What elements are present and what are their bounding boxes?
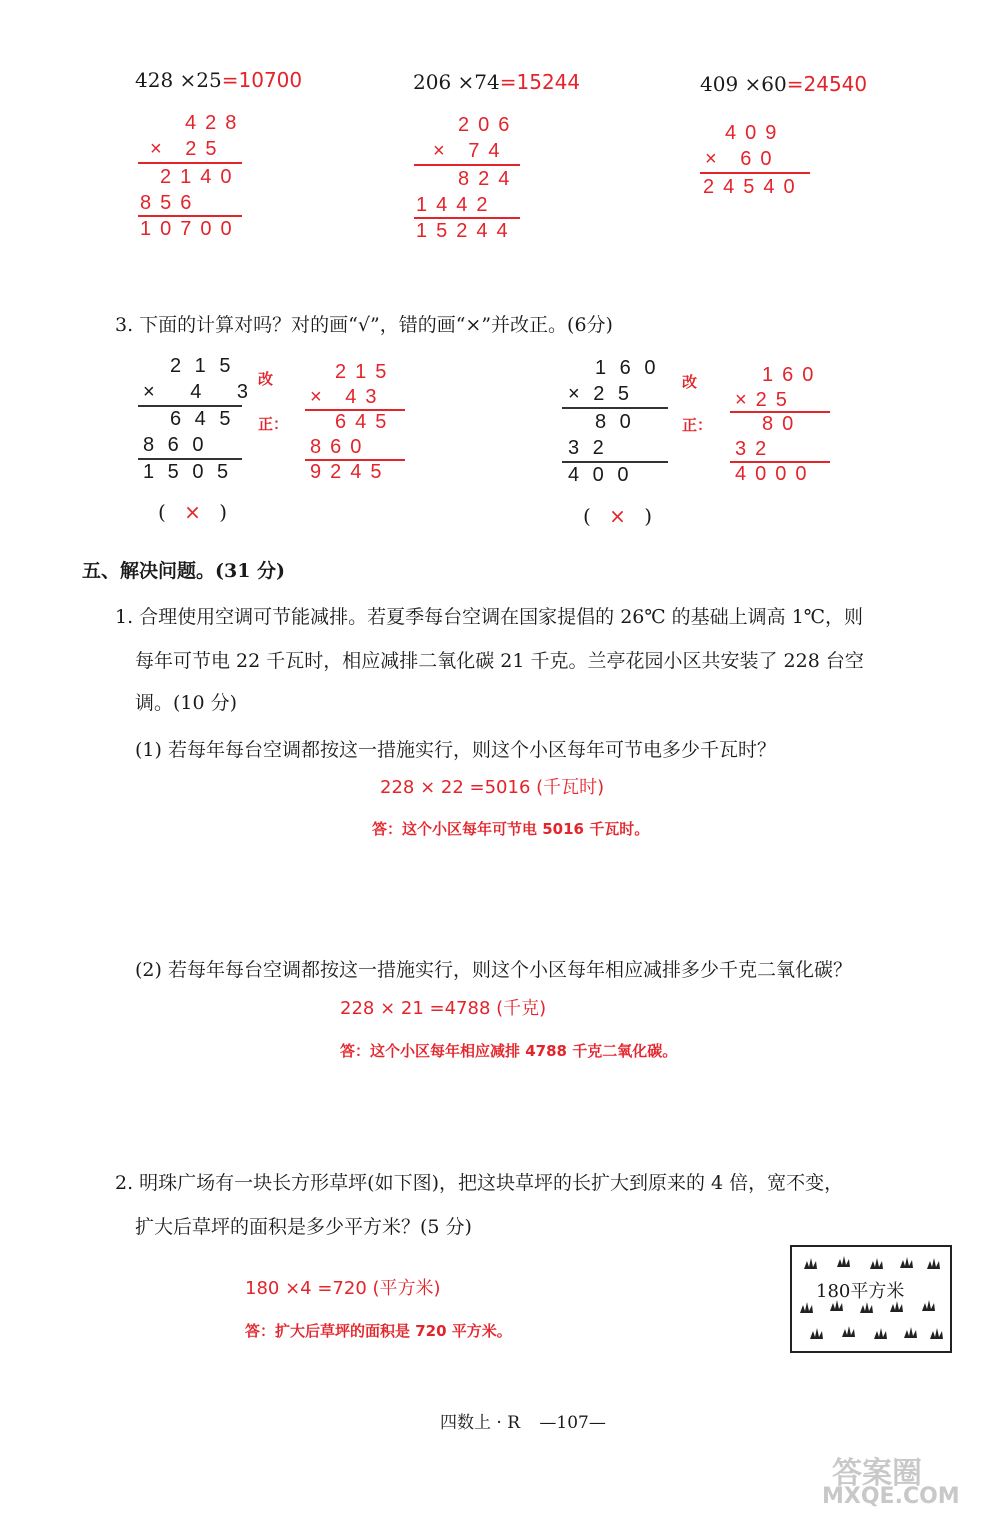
q3-right-judgement: ( × ) bbox=[583, 504, 653, 528]
problem1-sub1-question: (1) 若每年每台空调都按这一措施实行，则这个小区每年可节电多少千瓦时？ bbox=[135, 739, 776, 761]
q3-right-fix-row3: 80 bbox=[762, 413, 803, 435]
problem1-sub1-answer: 答：这个小区每年可节电 5016 千瓦时。 bbox=[372, 820, 650, 838]
calc3-multiplier: × 60 bbox=[705, 148, 781, 170]
q3-right-correction-label-1: 改 bbox=[682, 373, 698, 391]
q3-left-row2: × 4 3 bbox=[143, 381, 253, 403]
q3-right-row5: 4 0 0 bbox=[568, 464, 633, 486]
q3-left-fix-row3: 645 bbox=[335, 411, 396, 433]
calc1-partial2: 856 bbox=[140, 192, 201, 214]
watermark-url: MXQE.COM bbox=[822, 1484, 960, 1509]
q3-left-correction-label-2: 正： bbox=[258, 415, 289, 433]
lawn-area-label: 180平方米 bbox=[816, 1281, 905, 1302]
q3-left-fix-row5: 9245 bbox=[310, 461, 391, 483]
problem1-sub2-question: (2) 若每年每台空调都按这一措施实行，则这个小区每年相应减排多少千克二氧化碳？ bbox=[135, 959, 852, 981]
calc1-product: 10700 bbox=[140, 218, 241, 240]
q3-left-row4: 8 6 0 bbox=[143, 434, 208, 456]
problem1-line2: 每年可节电 22 千瓦时，相应减排二氧化碳 21 千克。兰亭花园小区共安装了 228 台空 bbox=[135, 650, 864, 672]
problem2-line2: 扩大后草坪的面积是多少平方米？(5 分) bbox=[135, 1216, 472, 1238]
calc1-expression: 428 ×25=10700 bbox=[135, 68, 303, 92]
calc1-multiplicand: 428 bbox=[185, 112, 246, 134]
q3-left-fix-row2: × 43 bbox=[310, 386, 386, 408]
calc2-multiplicand: 206 bbox=[458, 114, 519, 136]
calc2-expression: 206 ×74=15244 bbox=[413, 70, 581, 94]
calc3-product: 24540 bbox=[703, 176, 804, 198]
q3-left-correction-label-1: 改 bbox=[258, 370, 274, 388]
q3-right-fix-row5: 4000 bbox=[735, 463, 816, 485]
q3-left-fix-row4: 860 bbox=[310, 436, 371, 458]
q3-prompt: 3. 下面的计算对吗？对的画“√”，错的画“×”并改正。(6分) bbox=[115, 314, 613, 336]
problem1-sub2-calc: 228 × 21 =4788 (千克) bbox=[340, 998, 547, 1019]
q3-right-row1: 1 6 0 bbox=[595, 357, 660, 379]
q3-left-judgement: ( × ) bbox=[158, 500, 228, 524]
problem1-sub1-calc: 228 × 22 =5016 (千瓦时) bbox=[380, 777, 605, 798]
problem2-line1: 2. 明珠广场有一块长方形草坪(如下图)，把这块草坪的长扩大到原来的 4 倍，宽不变， bbox=[115, 1172, 844, 1194]
problem1-line3: 调。(10 分) bbox=[135, 692, 238, 714]
calc1-multiplier: × 25 bbox=[150, 138, 226, 160]
grass-icons bbox=[792, 1247, 950, 1351]
problem2-calc: 180 ×4 =720 (平方米) bbox=[245, 1278, 441, 1299]
q3-left-row5: 1 5 0 5 bbox=[143, 461, 233, 483]
calc2-multiplier: × 74 bbox=[433, 140, 509, 162]
problem1-line1: 1. 合理使用空调可节能减排。若夏季每台空调在国家提倡的 26℃ 的基础上调高 1℃，则 bbox=[115, 606, 864, 628]
q3-left-row3: 6 4 5 bbox=[170, 408, 235, 430]
q3-right-fix-row2: ×25 bbox=[735, 389, 796, 411]
calc2-product: 15244 bbox=[416, 220, 517, 242]
q3-left-row1: 2 1 5 bbox=[170, 355, 235, 377]
problem1-sub2-answer: 答：这个小区每年相应减排 4788 千克二氧化碳。 bbox=[340, 1042, 678, 1060]
problem2-answer: 答：扩大后草坪的面积是 720 平方米。 bbox=[245, 1322, 512, 1340]
lawn-figure bbox=[790, 1245, 952, 1353]
q3-left-fix-row1: 215 bbox=[335, 361, 396, 383]
q3-right-fix-row1: 160 bbox=[762, 364, 823, 386]
q3-right-row2: × 2 5 bbox=[568, 383, 634, 405]
q3-right-correction-label-2: 正： bbox=[682, 416, 713, 434]
section5-title: 五、解决问题。(31 分) bbox=[82, 560, 286, 582]
calc2-partial1: 824 bbox=[458, 168, 519, 190]
q3-right-row4: 3 2 bbox=[568, 437, 608, 459]
page-footer: 四数上 · R —107— bbox=[440, 1413, 606, 1433]
watermark-logo: 答案圈 bbox=[832, 1456, 922, 1491]
q3-right-fix-row4: 32 bbox=[735, 438, 776, 460]
calc1-partial1: 2140 bbox=[160, 166, 241, 188]
calc3-expression: 409 ×60=24540 bbox=[700, 72, 868, 96]
calc2-partial2: 1442 bbox=[416, 194, 497, 216]
calc3-multiplicand: 409 bbox=[725, 122, 786, 144]
q3-right-row3: 8 0 bbox=[595, 411, 635, 433]
